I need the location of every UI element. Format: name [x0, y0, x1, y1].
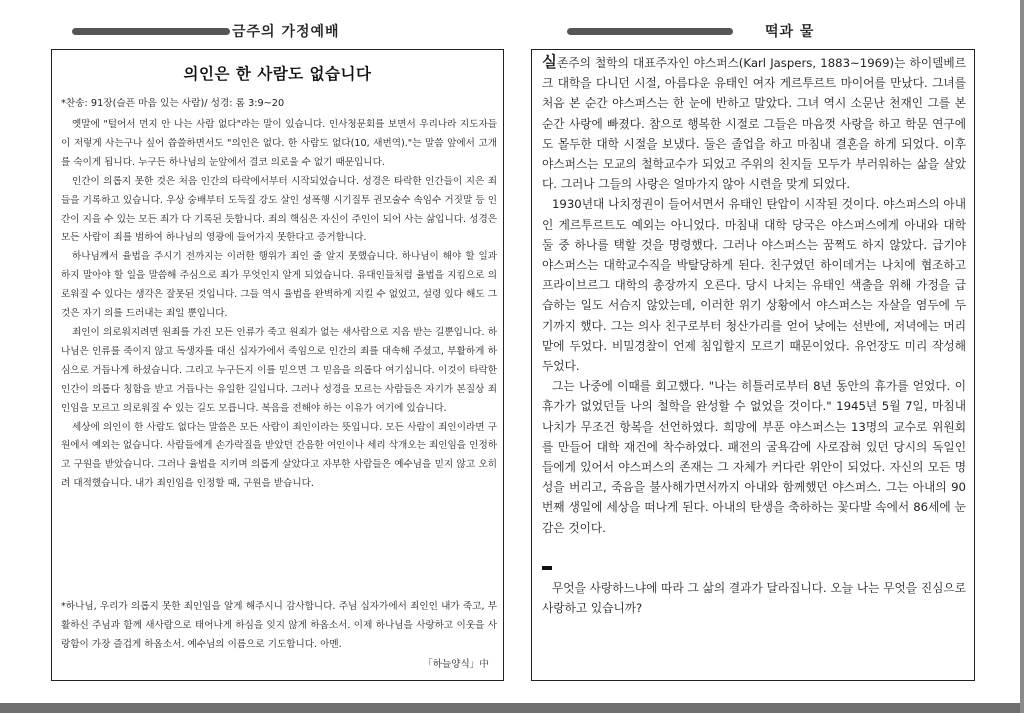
- sermon-paragraph: 세상에 의인이 한 사람도 없다는 말씀은 모든 사람이 죄인이라는 뜻입니다. 모든 사람이 죄인이라면 구원에서 예외는 없습니다. 사람들에게 손가락질을 받았던 간음한 여인이나 세리 삭개오는 죄인임을 인정하고 구원을 받았습니다. 그러나 율법을 지키며 의롭게 살았다고 자부한 사람들은 예수님을 믿지 않고 오히려 대적했습니다. 내가 죄인임을 인정할 때, 구원을 받습니다.: [61, 421, 497, 490]
- source-credit: 「하늘양식」中: [423, 659, 489, 670]
- family-worship-panel: [51, 49, 504, 681]
- right-section-title: 떡과 물: [765, 24, 815, 40]
- right-header-rule: [567, 28, 733, 35]
- left-header-rule: [72, 28, 230, 35]
- left-section-title: 금주의 가정예배: [232, 24, 340, 40]
- closing-reflection: 무엇을 사랑하느냐에 따라 그 삶의 결과가 달라집니다. 오늘 나는 무엇을 진심으로 사랑하고 있습니까?: [542, 580, 966, 616]
- closing-marker: [542, 558, 966, 578]
- sermon-paragraph: 하나님께서 율법을 주시기 전까지는 이러한 행위가 죄인 줄 알지 못했습니다. 하나님이 해야 할 일과 하지 말아야 할 일을 말씀해 주심으로 죄가 무엇인지 알게 되었습니다. 유대인들처럼 율법을 지킴으로 의로워질 수 있다는 생각은 잘못된 것입니다. 그들 역시 율법을 완벽하게 지킬 수 없었고, 설령 있다 해도 그것은 자기 의를 드러내는 죄일 뿐입니다.: [61, 251, 497, 320]
- essay-paragraph: [542, 52, 966, 194]
- sermon-paragraph: 인간이 의롭지 못한 것은 처음 인간의 타락에서부터 시작되었습니다. 성경은 타락한 인간들이 지은 죄들을 기록하고 있습니다. 우상 숭배부터 도둑질 강도 살인 성폭행 시기질투 권모술수 속임수 거짓말 등 인간이 지을 수 있는 모든 죄가 다 기록된 듯합니다. 죄의 핵심은 자신이 주인이 되어 사는 삶입니다. 성경은 모든 사람이 죄를 범하여 하나님의 영광에 들어가지 못한다고 증거합니다.: [61, 175, 497, 244]
- prayer-text: *하나님, 우리가 의롭지 못한 죄인임을 알게 해주시니 감사합니다. 주님 십자가에서 죄인인 내가 죽고, 부활하신 주님과 함께 새사람으로 태어나게 하심을 잊지 않게 하옵소서. 이제 하나님을 사랑하고 이웃을 사랑함이 가장 즐겁게 하옵소서. 예수님의 이름으로 기도합니다. 아멘.: [61, 601, 497, 650]
- sermon-title: 의인은 한 사람도 없습니다: [183, 65, 372, 83]
- essay-body: [542, 52, 966, 618]
- essay-first-paragraph-text: 존주의 철학의 대표주자인 야스퍼스(Karl Jaspers, 1883~1969)는 하이델베르크 대학을 다니던 시절, 아름다운 유태인 여자 게르투르트 마이어를 만났다. 그녀를 처음 본 순간 야스퍼스는 한 눈에 반하고 말았다. 그녀 역시 소문난 천재인 그를 본 순간 사랑에 빠졌다. 참으로 행복한 시절로 그들은 마음껏 사랑을 하고 학문 연구에도 몰두한 대학 시절을 보냈다. 둘은 졸업을 하고 마침내 결혼을 하게 되었다. 이후 야스퍼스는 모교의 철학교수가 되었고 주위의 친지들 모두가 부러워하는 삶을 살았다. 그러나 그들의 사랑은 얼마가지 않아 시련을 맞게 되었다.: [542, 56, 966, 192]
- essay-paragraph: 1930년대 나치정권이 들어서면서 유태인 탄압이 시작된 것이다. 야스퍼스의 아내인 게르투르트도 예외는 아니었다. 마침내 대학 당국은 야스퍼스에게 아내와 대학 둘 중 하나를 택할 것을 명령했다. 그러나 야스퍼스는 꿈쩍도 하지 않았다. 급기야 야스퍼스는 대학교수직을 박탈당하게 된다. 친구였던 하이데거는 나치에 협조하고 프라이브르그 대학의 총장까지 오른다. 당시 나치는 유태인 색출을 위해 가정을 급습하는 일도 서슴지 않았는데, 이러한 위기 상황에서 야스퍼스는 자살을 염두에 두기까지 했다. 그는 의사 친구로부터 청산가리를 얻어 낮에는 선반에, 저녁에는 머리맡에 두었다. 비밀경찰이 언제 침입할지 모르기 때문이었다. 유언장도 미리 작성해두었다.: [542, 197, 966, 374]
- sermon-body: [61, 116, 497, 494]
- right-edge-bar: [1020, 0, 1024, 713]
- prayer-block: [61, 598, 497, 655]
- sermon-paragraph: 옛말에 "털어서 먼지 안 나는 사람 없다"라는 말이 있습니다. 인사청문회를 보면서 우리나라 지도자들이 저렇게 사는구나 싶어 씁쓸하면서도 "의인은 없다. 한 사람도 없다(10, 새번역)."는 말씀 앞에서 고개를 숙이게 됩니다. 누구든 하나님의 눈앞에서 결코 의로울 수 없기 때문입니다.: [61, 119, 497, 168]
- bottom-bar: [0, 703, 1024, 713]
- sermon-paragraph: 죄인이 의로워지려면 원죄를 가진 모든 인류가 죽고 원죄가 없는 새사람으로 지음 받는 길뿐입니다. 하나님은 인류를 죽이지 않고 독생자를 대신 십자가에서 죽임으로 인간의 죄를 대속해 주셨고, 부활하게 하심으로 거듭나게 하셨습니다. 그리고 누구든지 이를 믿으면 그 믿음을 의롭다 여기십니다. 이것이 타락한 인간이 의롭다 칭함을 받고 거듭나는 유일한 길입니다. 그러나 성경을 모르는 사람들은 자기가 본질상 죄인임을 모르고 의로워질 수 있는 길도 모릅니다. 복음을 전해야 하는 이유가 여기에 있습니다.: [61, 326, 497, 414]
- drop-cap: 실: [542, 53, 557, 71]
- closing-bullet-icon: [542, 566, 552, 570]
- essay-paragraph: 그는 나중에 이때를 회고했다. "나는 히틀러로부터 8년 동안의 휴가를 얻었다. 이 휴가가 없었던들 나의 철학을 완성할 수 없었을 것이다." 1945년 5월 7일, 마침내 나치가 무조건 항복을 선언하였다. 희망에 부푼 야스퍼스는 13명의 교수로 위원회를 만들어 대학 재건에 착수하였다. 패전의 굴욕감에 사로잡혀 있던 당시의 독일인들에게 있어서 야스퍼스의 존재는 그 자체가 커다란 위안이 되었다. 자신의 모든 명성을 버리고, 죽음을 불사해가면서까지 아내와 함께했던 야스퍼스. 그는 아내의 90번째 생일에 세상을 떠나게 된다. 아내의 탄생을 축하하는 꽃다발 속에서 86세에 눈 감은 것이다.: [542, 379, 966, 535]
- scripture-line: *찬송: 91장(슬픈 마음 있는 사람)/ 성경: 롬 3:9~20: [61, 98, 285, 109]
- essay-panel: [531, 49, 975, 681]
